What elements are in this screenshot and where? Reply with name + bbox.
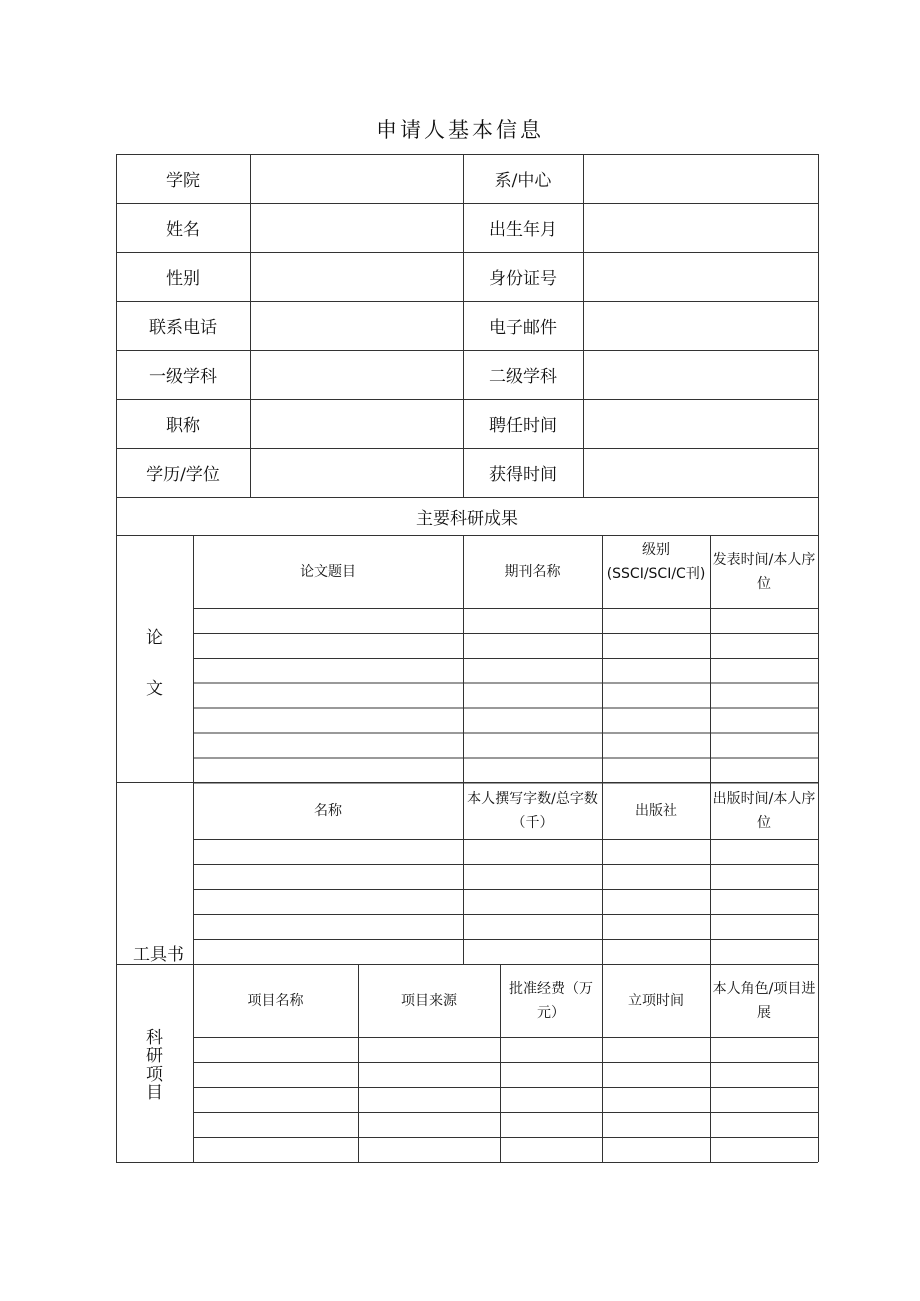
books-column-header: 本人撰写字数/总字数（千）: [467, 790, 598, 831]
basic-info-label: 获得时间: [489, 465, 557, 485]
basic-info-value-field[interactable]: [250, 203, 463, 252]
projects-table-cell[interactable]: [193, 1112, 358, 1137]
projects-table-cell[interactable]: [358, 1087, 500, 1112]
papers-table-cell[interactable]: [463, 683, 602, 708]
projects-table-cell[interactable]: [500, 1087, 602, 1112]
books-table-cell[interactable]: [463, 889, 602, 914]
books-table-cell[interactable]: [602, 864, 710, 889]
projects-table-cell[interactable]: [602, 1037, 710, 1062]
projects-table-cell[interactable]: [358, 1112, 500, 1137]
projects-table-cell[interactable]: [500, 1112, 602, 1137]
papers-table-cell[interactable]: [193, 757, 463, 782]
books-table-cell[interactable]: [463, 839, 602, 864]
papers-column-header: 期刊名称: [504, 563, 561, 580]
projects-table-cell[interactable]: [193, 1037, 358, 1062]
projects-table-cell[interactable]: [710, 1087, 818, 1112]
books-table-cell[interactable]: [463, 939, 602, 964]
papers-table-cell[interactable]: [463, 608, 602, 633]
achievements-section-title: 主要科研成果: [416, 508, 518, 529]
projects-side-label-char: 科: [146, 1027, 163, 1048]
basic-info-value-field[interactable]: [583, 399, 818, 448]
projects-column-header: 本人角色/项目进展: [712, 980, 816, 1021]
projects-table-cell[interactable]: [710, 1062, 818, 1087]
basic-info-label: 一级学科: [149, 367, 217, 387]
papers-table-cell[interactable]: [193, 633, 463, 658]
books-table-cell[interactable]: [602, 889, 710, 914]
papers-table-cell[interactable]: [463, 658, 602, 683]
basic-info-label: 学历/学位: [146, 465, 220, 485]
projects-table-cell[interactable]: [500, 1037, 602, 1062]
papers-table-cell[interactable]: [463, 733, 602, 758]
papers-table-cell[interactable]: [710, 608, 818, 633]
basic-info-value-field[interactable]: [583, 350, 818, 399]
projects-side-label-char: 项: [146, 1064, 163, 1085]
books-table-cell[interactable]: [463, 864, 602, 889]
books-table-cell[interactable]: [463, 914, 602, 939]
books-table-cell[interactable]: [710, 864, 818, 889]
papers-table-cell[interactable]: [710, 708, 818, 733]
basic-info-label: 联系电话: [149, 318, 217, 338]
basic-info-label: 二级学科: [489, 367, 557, 387]
papers-table-cell[interactable]: [193, 608, 463, 633]
projects-table-cell[interactable]: [358, 1137, 500, 1162]
basic-info-value-field[interactable]: [250, 350, 463, 399]
basic-info-value-field[interactable]: [583, 203, 818, 252]
papers-table-cell[interactable]: [463, 708, 602, 733]
papers-table-cell[interactable]: [463, 633, 602, 658]
papers-table-cell[interactable]: [193, 658, 463, 683]
projects-table-cell[interactable]: [710, 1137, 818, 1162]
basic-info-label: 性别: [166, 269, 200, 289]
papers-table-cell[interactable]: [602, 658, 710, 683]
papers-side-label: 文: [146, 678, 163, 699]
papers-table-cell[interactable]: [193, 733, 463, 758]
papers-table-cell[interactable]: [602, 708, 710, 733]
books-table-cell[interactable]: [193, 939, 463, 964]
basic-info-value-field[interactable]: [583, 154, 818, 203]
projects-table-cell[interactable]: [193, 1137, 358, 1162]
projects-table-cell[interactable]: [193, 1087, 358, 1112]
papers-column-header: 论文题目: [300, 563, 356, 580]
basic-info-value-field[interactable]: [250, 301, 463, 350]
books-side-label: 工具书: [133, 944, 184, 965]
basic-info-value-field[interactable]: [583, 301, 818, 350]
basic-info-value-field[interactable]: [250, 399, 463, 448]
page-title: 申请人基本信息: [376, 118, 544, 142]
projects-table-cell[interactable]: [710, 1037, 818, 1062]
books-table-cell[interactable]: [710, 889, 818, 914]
projects-table-cell[interactable]: [358, 1062, 500, 1087]
books-table-cell[interactable]: [602, 839, 710, 864]
papers-table-cell[interactable]: [602, 733, 710, 758]
basic-info-value-field[interactable]: [250, 448, 463, 497]
papers-table-cell[interactable]: [602, 683, 710, 708]
books-table-cell[interactable]: [710, 839, 818, 864]
projects-table-cell[interactable]: [602, 1062, 710, 1087]
basic-info-value-field[interactable]: [583, 448, 818, 497]
papers-table-cell[interactable]: [463, 757, 602, 782]
projects-column-header: 立项时间: [628, 992, 684, 1009]
papers-table-cell[interactable]: [193, 708, 463, 733]
books-table-cell[interactable]: [710, 939, 818, 964]
projects-side-label-char: 目: [146, 1083, 163, 1103]
papers-table-cell[interactable]: [602, 633, 710, 658]
books-table-cell[interactable]: [602, 914, 710, 939]
papers-side-label: 论: [146, 627, 163, 648]
papers-table-cell[interactable]: [193, 683, 463, 708]
basic-info-value-field[interactable]: [250, 154, 463, 203]
projects-side-label-char: 研: [146, 1046, 163, 1066]
books-table-cell[interactable]: [602, 939, 710, 964]
basic-info-label: 电子邮件: [489, 318, 557, 338]
papers-table-cell[interactable]: [710, 658, 818, 683]
books-column-header: 出版时间/本人序位: [712, 790, 816, 831]
papers-column-header: 发表时间/本人序位: [712, 551, 816, 592]
basic-info-label: 学院: [166, 171, 200, 191]
projects-table-cell[interactable]: [500, 1137, 602, 1162]
papers-table-cell[interactable]: [710, 683, 818, 708]
papers-table-cell[interactable]: [602, 608, 710, 633]
basic-info-label: 姓名: [166, 220, 200, 240]
papers-column-header: 级别(SSCI/SCI/C刊): [606, 542, 706, 582]
projects-column-header: 项目来源: [401, 992, 457, 1009]
books-table-cell[interactable]: [193, 839, 463, 864]
projects-table-cell[interactable]: [602, 1112, 710, 1137]
projects-table-cell[interactable]: [710, 1112, 818, 1137]
basic-info-value-field[interactable]: [250, 252, 463, 301]
books-table-cell[interactable]: [710, 914, 818, 939]
books-column-header: 出版社: [635, 802, 677, 819]
basic-info-label: 职称: [166, 416, 200, 436]
basic-info-label: 身份证号: [489, 269, 557, 289]
books-table-cell[interactable]: [193, 889, 463, 914]
projects-table-cell[interactable]: [602, 1087, 710, 1112]
books-table-cell[interactable]: [193, 864, 463, 889]
projects-column-header: 项目名称: [247, 992, 304, 1009]
books-column-header: 名称: [314, 802, 342, 819]
projects-table-cell[interactable]: [602, 1137, 710, 1162]
papers-table-cell[interactable]: [710, 733, 818, 758]
books-table-cell[interactable]: [193, 914, 463, 939]
basic-info-label: 系/中心: [494, 171, 552, 191]
projects-column-header: 批准经费（万元）: [509, 980, 593, 1021]
basic-info-value-field[interactable]: [583, 252, 818, 301]
projects-table-cell[interactable]: [358, 1037, 500, 1062]
papers-table-cell[interactable]: [710, 757, 818, 782]
papers-table-cell[interactable]: [710, 633, 818, 658]
projects-table-cell[interactable]: [193, 1062, 358, 1087]
basic-info-label: 出生年月: [489, 220, 557, 240]
papers-table-cell[interactable]: [602, 757, 710, 782]
projects-table-cell[interactable]: [500, 1062, 602, 1087]
basic-info-label: 聘任时间: [489, 416, 557, 436]
